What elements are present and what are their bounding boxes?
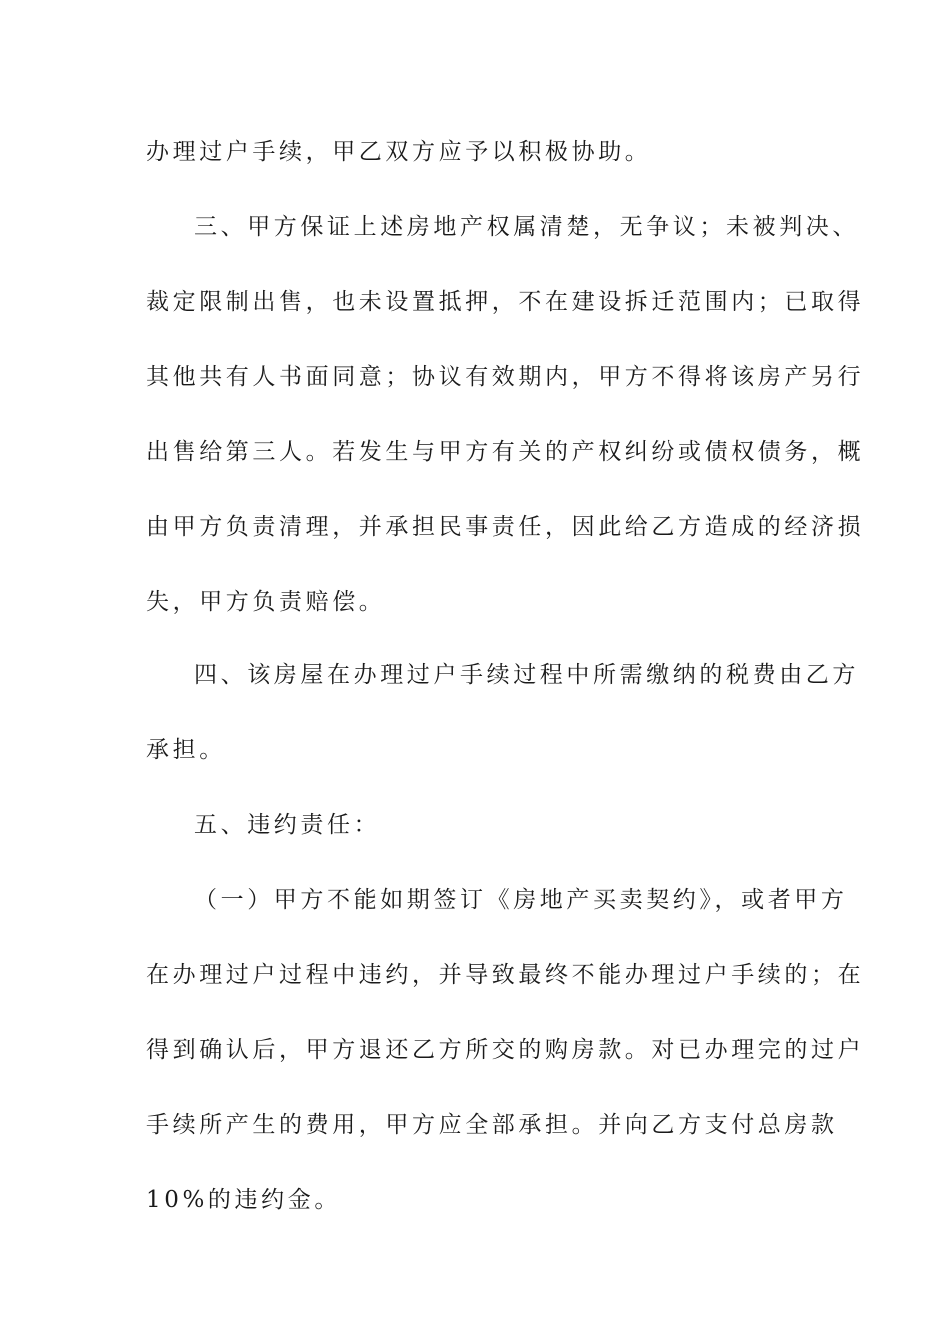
text-line: 裁定限制出售，也未设置抵押，不在建设拆迁范围内；已取得 xyxy=(146,289,865,315)
text-line: 10%的违约金。 xyxy=(146,1187,341,1213)
text-line: 手续所产生的费用，甲方应全部承担。并向乙方支付总房款 xyxy=(146,1112,838,1138)
text-line: 承担。 xyxy=(146,737,226,763)
text-line: （一）甲方不能如期签订《房地产买卖契约》，或者甲方 xyxy=(194,887,848,913)
text-line: 四、该房屋在办理过户手续过程中所需缴纳的税费由乙方 xyxy=(194,662,859,688)
text-line: 由甲方负责清理，并承担民事责任，因此给乙方造成的经济损 xyxy=(146,514,865,540)
text-line: 办理过户手续，甲乙双方应予以积极协助。 xyxy=(146,139,652,165)
text-line: 其他共有人书面同意；协议有效期内，甲方不得将该房产另行 xyxy=(146,364,865,390)
text-line: 出售给第三人。若发生与甲方有关的产权纠纷或债权债务，概 xyxy=(146,439,865,465)
text-line: 得到确认后，甲方退还乙方所交的购房款。对已办理完的过户 xyxy=(146,1037,865,1063)
text-line: 在办理过户过程中违约，并导致最终不能办理过户手续的；在 xyxy=(146,962,865,988)
text-line: 五、违约责任： xyxy=(194,812,381,838)
text-line: 失，甲方负责赔偿。 xyxy=(146,589,386,615)
text-line: 三、甲方保证上述房地产权属清楚，无争议；未被判决、 xyxy=(194,214,859,240)
